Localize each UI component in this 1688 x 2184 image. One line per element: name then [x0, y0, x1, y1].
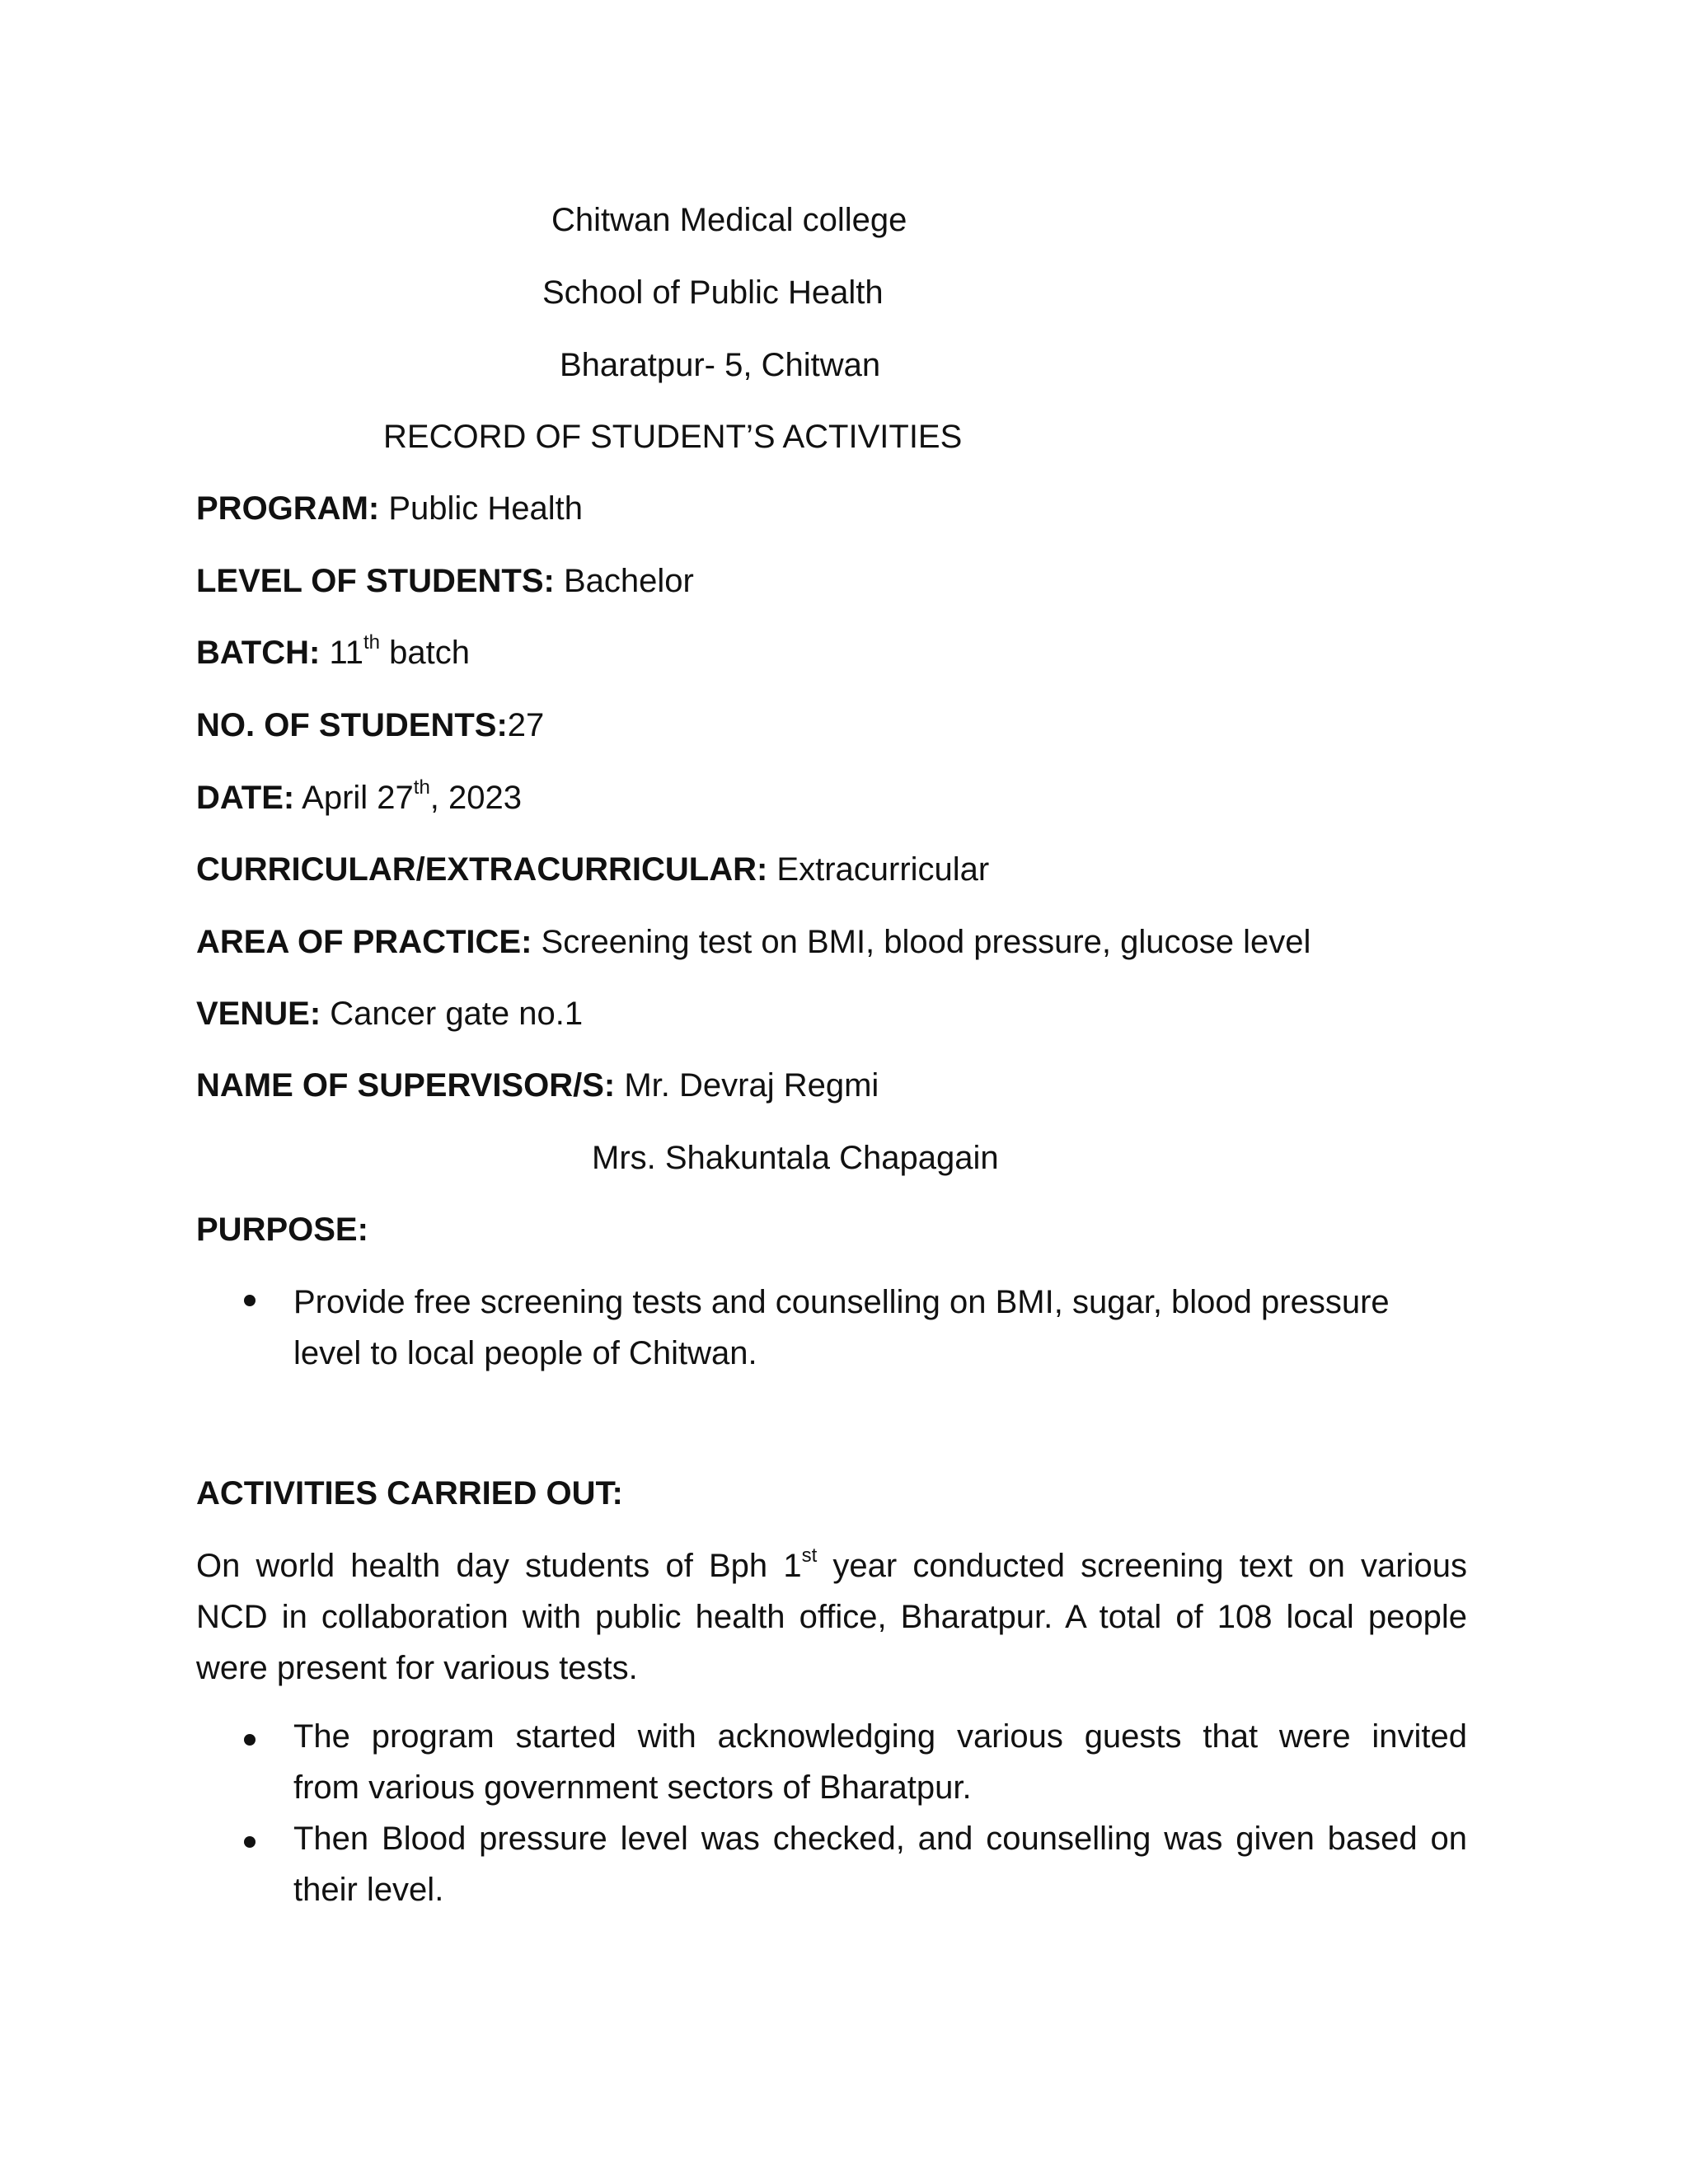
supervisor-value-1: Mr. Devraj Regmi	[615, 1067, 879, 1104]
bullet-icon	[244, 1734, 256, 1746]
batch-field	[196, 632, 470, 673]
college-name: Chitwan Medical college	[551, 202, 907, 238]
curricular-label: CURRICULAR/EXTRACURRICULAR:	[196, 851, 768, 888]
activities-paragraph-line-2: NCD in collaboration with public health office, Bharatpur. A total of 108 local people	[196, 1599, 1467, 1635]
venue-value: Cancer gate no.1	[321, 996, 584, 1032]
venue-label: VENUE:	[196, 996, 321, 1032]
supervisor-value-2: Mrs. Shakuntala Chapagain	[592, 1140, 999, 1176]
level-label: LEVEL OF STUDENTS:	[196, 563, 555, 599]
activities-paragraph-line-3: were present for various tests.	[196, 1650, 638, 1686]
date-value-pre: April 27	[294, 780, 414, 816]
activities-paragraph	[196, 1540, 1467, 1694]
address: Bharatpur- 5, Chitwan	[560, 347, 881, 383]
activities-heading: ACTIVITIES CARRIED OUT:	[196, 1475, 623, 1511]
bullet-icon	[244, 1295, 256, 1306]
activities-bullet-2-line-1: Then Blood pressure level was checked, and counselling was given based on	[293, 1821, 1467, 1857]
purpose-bullet-line-1: Provide free screening tests and counselling on BMI, sugar, blood pressure	[293, 1284, 1390, 1320]
batch-value-suffix: th	[363, 631, 380, 654]
batch-value-number: 11	[320, 635, 363, 671]
area-field	[196, 921, 1311, 963]
activities-line1-post: year conducted screening text on various	[817, 1548, 1467, 1584]
batch-label: BATCH:	[196, 635, 321, 671]
curricular-value: Extracurricular	[767, 851, 990, 888]
area-label: AREA OF PRACTICE:	[196, 924, 532, 960]
activities-bullet-1	[293, 1711, 1467, 1813]
purpose-bullet-line-2: level to local people of Chitwan.	[293, 1335, 757, 1371]
date-value-suffix: th	[413, 776, 430, 799]
activities-bullet-1-line-2: from various government sectors of Bharatpur.	[293, 1769, 972, 1806]
activities-bullet-2-line-2: their level.	[293, 1872, 444, 1908]
activities-bullet-2	[293, 1813, 1467, 1915]
area-value: Screening test on BMI, blood pressure, glucose level	[532, 924, 1311, 960]
date-label: DATE:	[196, 780, 295, 816]
level-field	[196, 560, 694, 602]
batch-value-rest: batch	[380, 635, 470, 671]
students-value: 27	[507, 707, 545, 743]
date-value-post: , 2023	[429, 780, 523, 816]
bullet-icon	[244, 1836, 256, 1848]
program-field	[196, 488, 583, 529]
supervisor-label: NAME OF SUPERVISOR/S:	[196, 1067, 616, 1104]
activities-bullet-1-line-1: The program started with acknowledging various guests that were invited	[293, 1718, 1467, 1755]
venue-field	[196, 993, 583, 1034]
activities-paragraph-line-1	[196, 1540, 1467, 1591]
school-name: School of Public Health	[542, 274, 884, 311]
level-value: Bachelor	[554, 563, 694, 599]
program-label: PROGRAM:	[196, 490, 380, 527]
purpose-heading: PURPOSE:	[196, 1212, 368, 1248]
document-title: RECORD OF STUDENT’S ACTIVITIES	[383, 419, 963, 455]
program-value: Public Health	[379, 490, 584, 527]
supervisor-field	[196, 1065, 879, 1106]
date-field	[196, 777, 522, 818]
students-field	[196, 705, 544, 746]
students-label: NO. OF STUDENTS:	[196, 707, 508, 743]
activities-line1-pre: On world health day students of Bph 1	[196, 1548, 802, 1584]
curricular-field	[196, 849, 989, 890]
activities-line1-suffix: st	[801, 1544, 818, 1567]
